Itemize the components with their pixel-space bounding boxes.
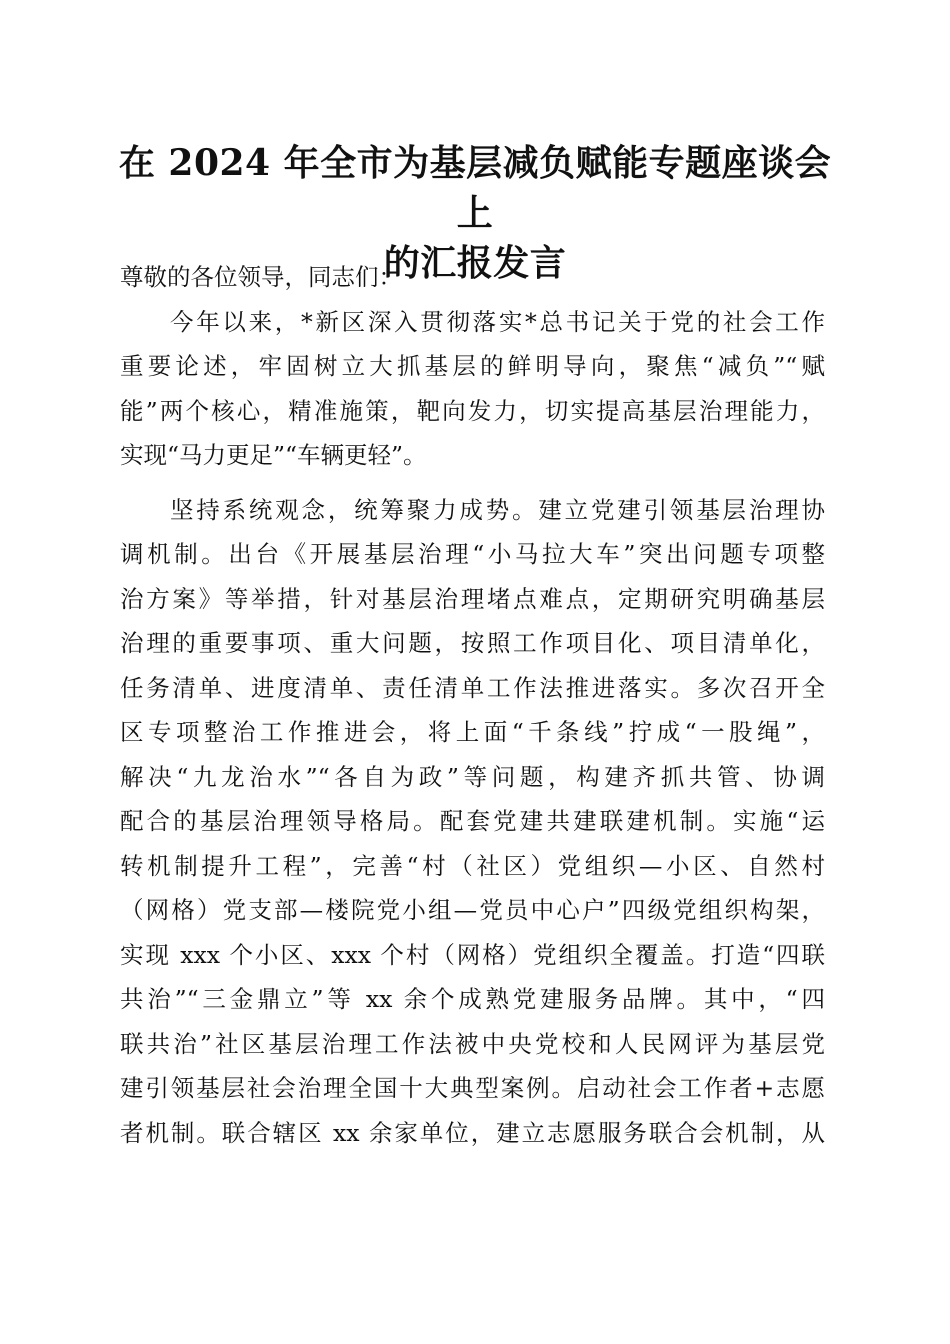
paragraph-1-line: 实现“马力更足”“车辆更轻”。 — [120, 441, 427, 469]
paragraph-2-line: 联共治”社区基层治理工作法被中央党校和人民网评为基层党 — [120, 1029, 825, 1058]
paragraph-1-line: 重要论述，牢固树立大抓基层的鲜明导向，聚焦“减负”“赋 — [120, 352, 825, 380]
document-body — [120, 255, 825, 1155]
paragraph-2-line: 任务清单、进度清单、责任清单工作法推进落实。多次召开全 — [120, 673, 825, 702]
paragraph-2-line: 配合的基层治理领导格局。配套党建共建联建机制。实施“运 — [120, 807, 825, 835]
paragraph-2-line: 建引领基层社会治理全国十大典型案例。启动社会工作者+志愿 — [120, 1074, 825, 1102]
paragraph-2-line: 解决“九龙治水”“各自为政”等问题，构建齐抓共管、协调 — [120, 762, 825, 791]
salutation: 尊敬的各位领导，同志们： — [120, 263, 402, 291]
paragraph-2-line: 者机制。联合辖区 xx 余家单位，建立志愿服务联合会机制，从 — [120, 1118, 825, 1147]
paragraph-2-line: 坚持系统观念，统筹聚力成势。建立党建引领基层治理协 — [170, 495, 825, 524]
paragraph-2-line: 区专项整治工作推进会，将上面“千条线”拧成“一股绳”， — [120, 718, 825, 746]
paragraph-2-line: 调机制。出台《开展基层治理“小马拉大车”突出问题专项整 — [120, 540, 825, 568]
paragraph-gap — [120, 478, 825, 488]
paragraph-2-line: 治方案》等举措，针对基层治理堵点难点，定期研究明确基层 — [120, 584, 825, 613]
title-line-2: 的汇报发言 — [383, 242, 567, 284]
paragraph-2-line: 实现 xxx 个小区、xxx 个村（网格）党组织全覆盖。打造“四联 — [120, 940, 825, 969]
paragraph-2-line: 治理的重要事项、重大问题，按照工作项目化、项目清单化， — [120, 629, 825, 657]
paragraph-1-line: 今年以来，*新区深入贯彻落实*总书记关于党的社会工作 — [170, 307, 825, 336]
paragraph-2-line: 共治”“三金鼎立”等 xx 余个成熟党建服务品牌。其中，“四 — [120, 985, 825, 1013]
paragraph-1-line: 能”两个核心，精准施策，靶向发力，切实提高基层治理能力， — [120, 396, 825, 425]
paragraph-2-line: （网格）党支部—楼院党小组—党员中心户”四级党组织构架， — [120, 896, 825, 924]
paragraph-2-line: 转机制提升工程”，完善“村（社区）党组织—小区、自然村 — [120, 851, 825, 880]
title-line-1: 在 2024 年全市为基层减负赋能专题座谈会上 — [118, 142, 832, 234]
